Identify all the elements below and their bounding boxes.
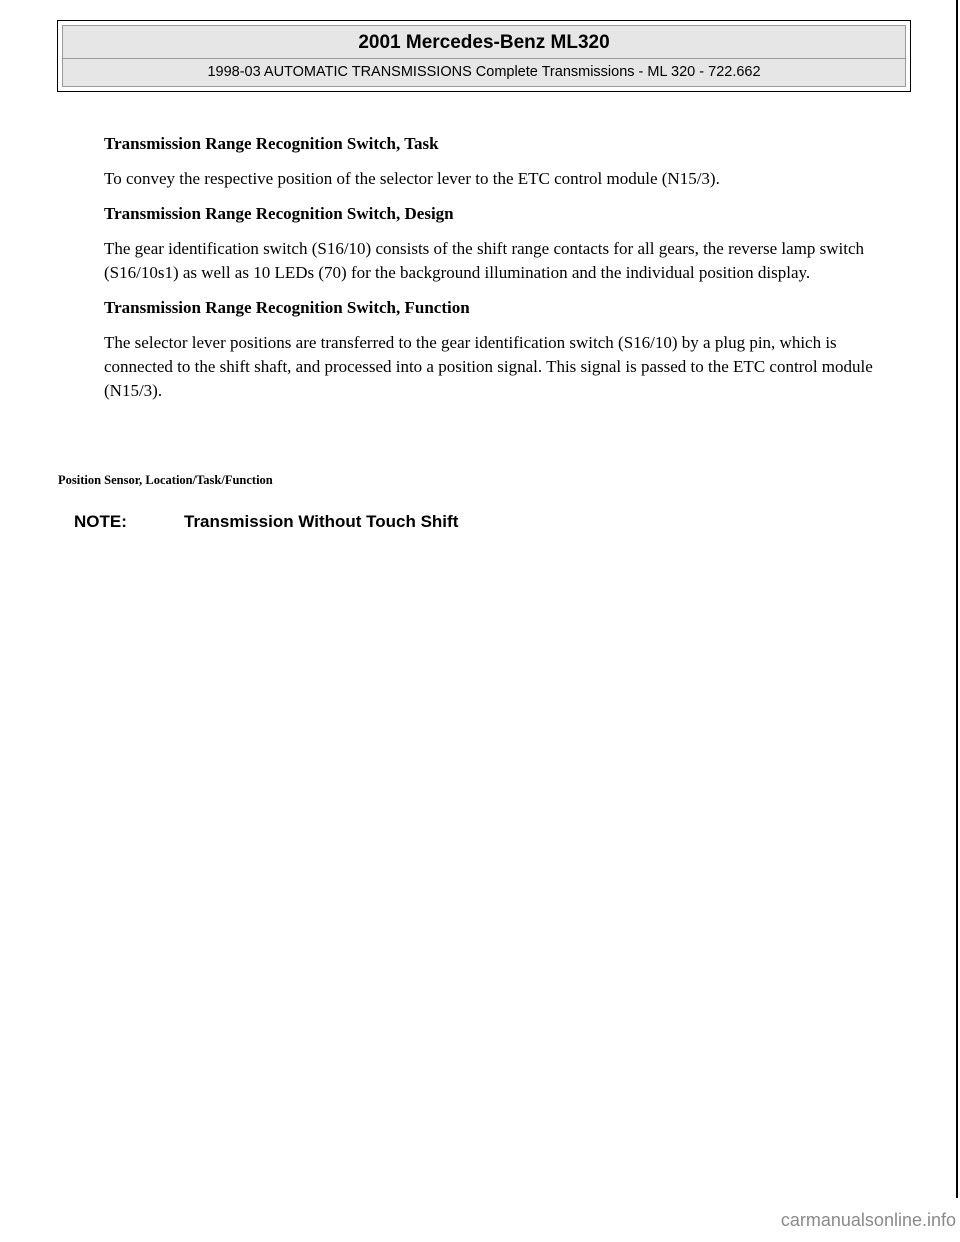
section-body-function: The selector lever positions are transferred to the gear identification switch (S16/10) by a plug pin, which is connected to the shift shaft, and processed into a position signal. This signal is passed to the ETC control module (N15/3). [104,333,873,400]
section-body-design: The gear identification switch (S16/10) consists of the shift range contacts for all gears, the reverse lamp switch (S16/10s1) as well as 10 LEDs (70) for the background illumination and the individual position display. [104,239,865,282]
header-title: 2001 Mercedes-Benz ML320 [63,28,905,59]
document-body [104,132,904,414]
section-body-task: To convey the respective position of the selector lever to the ETC control module (N15/3). [104,169,720,188]
note-box [74,512,458,532]
watermark: carmanualsonline.info [780,1210,956,1230]
header-panel [62,25,906,87]
section-heading-function: Transmission Range Recognition Switch, Function [104,298,470,317]
section-heading-task: Transmission Range Recognition Switch, Task [104,134,439,153]
section-heading-design: Transmission Range Recognition Switch, Design [104,204,454,223]
note-text: Transmission Without Touch Shift [184,512,459,531]
document-header [57,20,911,92]
header-subtitle: 1998-03 AUTOMATIC TRANSMISSIONS Complete Transmissions - ML 320 - 722.662 [207,64,761,80]
subsection-title: Position Sensor, Location/Task/Function [58,473,273,487]
note-label: NOTE: [74,512,127,531]
